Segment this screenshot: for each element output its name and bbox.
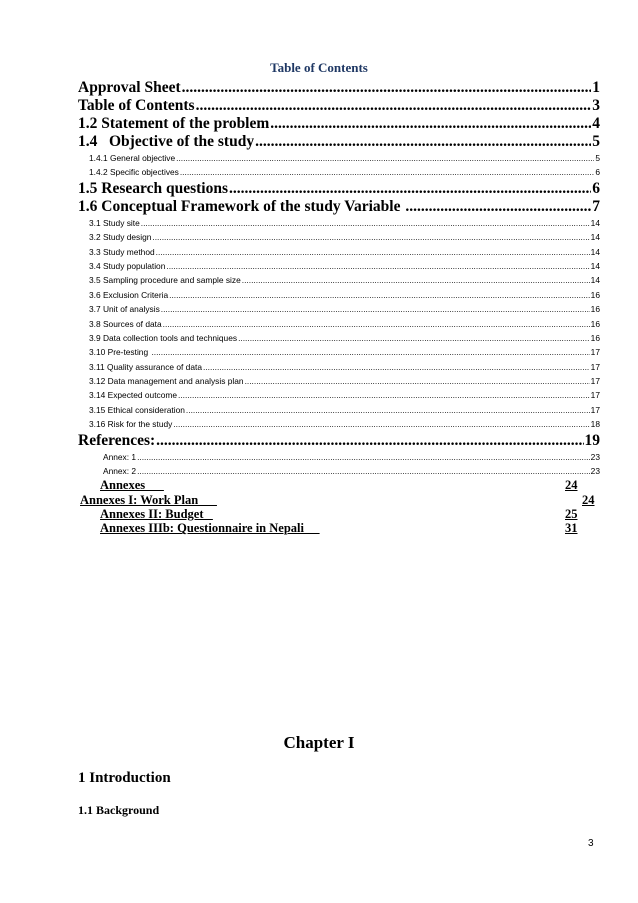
leader-dots [186,403,590,417]
toc-entry-page: 17 [590,347,600,358]
toc-entry-page: 17 [590,361,600,372]
chapter-title: Chapter I [283,733,355,752]
toc-entry-label: Annexes [100,478,164,493]
toc-entry-sources-of-data[interactable] [78,317,600,331]
toc-entry-page: 4 [592,115,600,132]
toc-entry-page: 14 [590,217,600,228]
leader-dots [196,97,592,115]
toc-entry-page: 16 [590,289,600,300]
toc-entry-specific-objectives[interactable] [78,165,600,179]
toc-entry-page: 7 [592,197,600,215]
toc-entry-page: 14 [590,260,600,271]
leader-dots [176,151,594,165]
leader-dots [137,450,590,464]
toc-entry-risk-for-study[interactable] [78,417,600,431]
leader-dots [270,115,591,133]
toc-entry-label: 1.4.2 Specific objectives [89,167,179,178]
toc-entry-page: 6 [592,179,600,197]
toc-entry-annex-2[interactable] [78,464,600,478]
toc-title: Table of Contents [270,60,368,75]
toc-entry-page: 14 [590,232,600,243]
toc-entry-label: 3.5 Sampling procedure and sample size [89,275,241,286]
toc-entry-page: 23 [590,466,600,477]
toc-entry-approval-sheet[interactable] [78,79,600,97]
toc-entry-study-design[interactable] [78,230,600,244]
toc-entry-ethical-consideration[interactable] [78,403,600,417]
toc-entry-page: 23 [590,451,600,462]
toc-entry-label: Annex: 2 [103,466,137,477]
toc-entry-quality-assurance[interactable] [78,360,600,374]
toc-entry-page: 16 [590,304,600,315]
toc-entry-exclusion-criteria[interactable] [78,288,600,302]
leader-dots [255,133,591,151]
toc-entry-label: Annexes I: Work Plan [80,492,217,507]
subsection-heading: 1.1 Background [78,803,160,817]
toc-entry-study-population[interactable] [78,259,600,273]
toc-annex-entry-annexes[interactable] [78,478,600,492]
leader-dots [405,198,591,216]
toc-entry-statement-of-problem[interactable] [78,115,600,133]
toc-entry-objective[interactable] [78,133,600,151]
toc-entry-label: 1.2 Statement of the problem [78,115,270,132]
toc-entry-label: 3.6 Exclusion Criteria [89,289,169,300]
toc-entry-sampling-procedure[interactable] [78,273,600,287]
toc-entry-page: 19 [584,431,600,449]
toc-entry-label: 1.4 Objective of the study [78,133,255,150]
leader-dots [203,360,590,374]
toc-entry-label: Annexes II: Budget [100,507,213,522]
toc-entry-conceptual-framework[interactable] [78,198,600,216]
toc-annex-entry-work-plan[interactable] [78,493,600,507]
toc-entry-unit-of-analysis[interactable] [78,302,600,316]
toc-entry-label: Table of Contents [78,97,195,114]
toc-entry-page: 14 [590,275,600,286]
toc-entry-label: Annex: 1 [103,451,137,462]
toc-entry-label: 3.2 Study design [89,232,152,243]
toc-entry-general-objective[interactable] [78,151,600,165]
toc-entry-page: 17 [590,376,600,387]
toc-entry-page: 17 [590,404,600,415]
toc-entry-label: 1.4.1 General objective [89,152,176,163]
toc-entry-page: 14 [590,246,600,257]
leader-dots [242,273,590,287]
section-heading: 1 Introduction [78,770,171,786]
toc-entry-pre-testing[interactable] [78,345,600,359]
leader-dots [238,331,590,345]
toc-entry-label: 3.11 Quality assurance of data [89,361,202,372]
toc-entry-label: 1.6 Conceptual Framework of the study Variable [78,197,405,215]
toc-entry-page: 5 [595,152,600,163]
toc-entry-page: 24 [565,478,578,493]
toc-entry-label: Approval Sheet [78,79,181,96]
toc-entry-label: 3.4 Study population [89,260,166,271]
toc-entry-page: 16 [590,318,600,329]
toc-entry-label: 3.1 Study site [89,217,140,228]
toc-entry-data-collection-tools[interactable] [78,331,600,345]
toc-entry-page: 1 [592,79,600,96]
toc-entry-page: 24 [582,492,595,507]
toc-entry-label: 3.8 Sources of data [89,318,162,329]
leader-dots [169,288,590,302]
leader-dots [178,388,590,402]
toc-entry-label: 3.10 Pre-testing [89,347,151,358]
toc-entry-data-management[interactable] [78,374,600,388]
leader-dots [156,432,583,450]
toc-entry-label: 3.12 Data management and analysis plan [89,376,244,387]
leader-dots [141,216,590,230]
toc-entry-page: 16 [590,332,600,343]
toc-entry-research-questions[interactable] [78,180,600,198]
leader-dots [137,464,590,478]
toc-entry-label: Annexes IIIb: Questionnaire in Nepali [100,521,320,536]
leader-dots [182,79,592,97]
toc-entry-label: 3.3 Study method [89,246,155,257]
page-number: 3 [588,838,594,849]
leader-dots [173,417,589,431]
toc-entry-table-of-contents[interactable] [78,97,600,115]
toc-entry-page: 18 [590,419,600,430]
toc-entry-page: 25 [565,507,578,522]
toc-entry-label: 1.5 Research questions [78,179,228,197]
toc-entry-references[interactable] [78,432,600,450]
toc-entry-study-site[interactable] [78,216,600,230]
toc-entry-study-method[interactable] [78,245,600,259]
leader-dots [151,345,589,359]
toc-entry-page: 31 [565,521,578,536]
toc-entry-page: 6 [595,167,600,178]
toc-entry-label: References: [78,431,156,449]
toc-entry-label: 3.7 Unit of analysis [89,304,160,315]
toc-entry-label: 3.15 Ethical consideration [89,404,185,415]
toc-entry-label: 3.9 Data collection tools and techniques [89,332,238,343]
leader-dots [156,245,590,259]
leader-dots [163,317,590,331]
toc-entry-label: 3.16 Risk for the study [89,419,173,430]
toc-annex-entry-budget[interactable] [78,507,600,521]
leader-dots [161,302,590,316]
toc-entry-expected-outcome[interactable] [78,388,600,402]
leader-dots [229,180,591,198]
toc-entry-page: 17 [590,390,600,401]
leader-dots [166,259,589,273]
toc-entry-page: 5 [592,133,600,150]
toc-entry-label: 3.14 Expected outcome [89,390,177,401]
leader-dots [245,374,590,388]
leader-dots [180,165,594,179]
toc-entry-annex-1[interactable] [78,450,600,464]
toc-annex-entry-questionnaire[interactable] [78,521,600,535]
table-of-contents [78,79,600,536]
leader-dots [152,230,589,244]
toc-entry-page: 3 [592,97,600,114]
